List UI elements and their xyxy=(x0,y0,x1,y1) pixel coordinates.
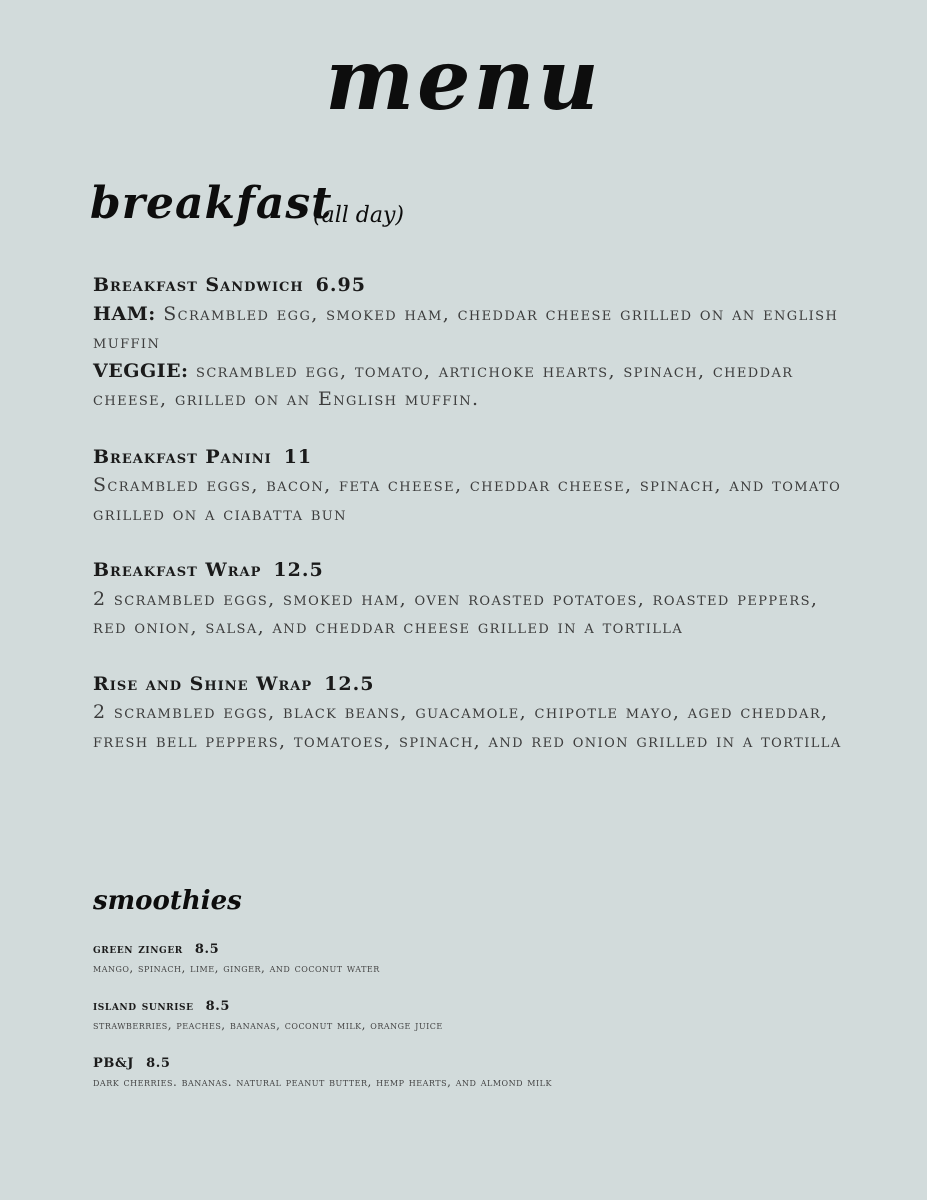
breakfast-section xyxy=(93,271,853,783)
item-description: strawberries, peaches, bananas, coconut milk, orange juice xyxy=(93,1018,443,1032)
item-name: PB&J xyxy=(93,1056,135,1071)
smoothie-item-green-zinger xyxy=(93,940,853,978)
item-price: 8.5 xyxy=(194,942,220,957)
item-price: 8.5 xyxy=(146,1056,171,1071)
breakfast-heading: breakfast xyxy=(90,178,333,229)
smoothies-section xyxy=(93,940,853,1111)
item-name: green zinger xyxy=(93,942,183,957)
menu-title: menu xyxy=(325,30,602,129)
smoothie-item-island-sunrise xyxy=(93,997,853,1035)
item-description: 2 scrambled eggs, smoked ham, oven roasted potatoes, roasted peppers, red onion, salsa, and cheddar cheese grilled in a tortilla xyxy=(93,587,819,638)
item-heading xyxy=(93,670,853,699)
all-day-note: (all day) xyxy=(313,203,404,228)
menu-item-breakfast-sandwich xyxy=(93,271,853,414)
variant-label: VEGGIE: xyxy=(93,359,189,382)
item-description: Scrambled eggs, bacon, feta cheese, cheddar cheese, spinach, and tomato grilled on a ciabatta bun xyxy=(93,474,842,525)
item-name: Rise and Shine Wrap xyxy=(93,672,313,695)
item-heading xyxy=(93,443,853,472)
variant-description: Scrambled egg, smoked ham, cheddar cheese grilled on an english muffin xyxy=(93,302,839,353)
menu-item-rise-and-shine-wrap xyxy=(93,670,853,756)
item-price: 11 xyxy=(283,445,313,468)
item-price: 12.5 xyxy=(324,672,375,695)
item-heading xyxy=(93,271,853,300)
item-heading xyxy=(93,1054,853,1073)
item-heading xyxy=(93,556,853,585)
item-heading xyxy=(93,997,853,1016)
item-name: Breakfast Wrap xyxy=(93,559,262,581)
variant-label: HAM: xyxy=(93,302,156,325)
menu-item-breakfast-wrap xyxy=(93,556,853,642)
item-price: 6.95 xyxy=(315,274,366,296)
item-variant-ham xyxy=(93,300,853,357)
variant-description: scrambled egg, tomato, artichoke hearts, spinach, cheddar cheese, grilled on an English muffin. xyxy=(93,359,794,410)
item-name: Breakfast Sandwich xyxy=(93,274,304,296)
item-price: 8.5 xyxy=(205,999,231,1014)
item-variant-veggie xyxy=(93,357,853,414)
smoothies-heading: smoothies xyxy=(93,886,242,916)
menu-item-breakfast-panini xyxy=(93,443,853,529)
item-name: Breakfast Panini xyxy=(93,445,272,468)
item-description: dark cherries. bananas. natural peanut butter, hemp hearts, and almond milk xyxy=(93,1075,552,1089)
item-heading xyxy=(93,940,853,959)
item-price: 12.5 xyxy=(273,559,324,581)
smoothie-item-pbj xyxy=(93,1054,853,1092)
item-name: island sunrise xyxy=(93,999,194,1014)
item-description: 2 scrambled eggs, black beans, guacamole, chipotle mayo, aged cheddar, fresh bell peppers, tomatoes, spinach, and red onion grilled in a tortilla xyxy=(93,701,842,752)
item-description: mango, spinach, lime, ginger, and coconut water xyxy=(93,961,380,975)
